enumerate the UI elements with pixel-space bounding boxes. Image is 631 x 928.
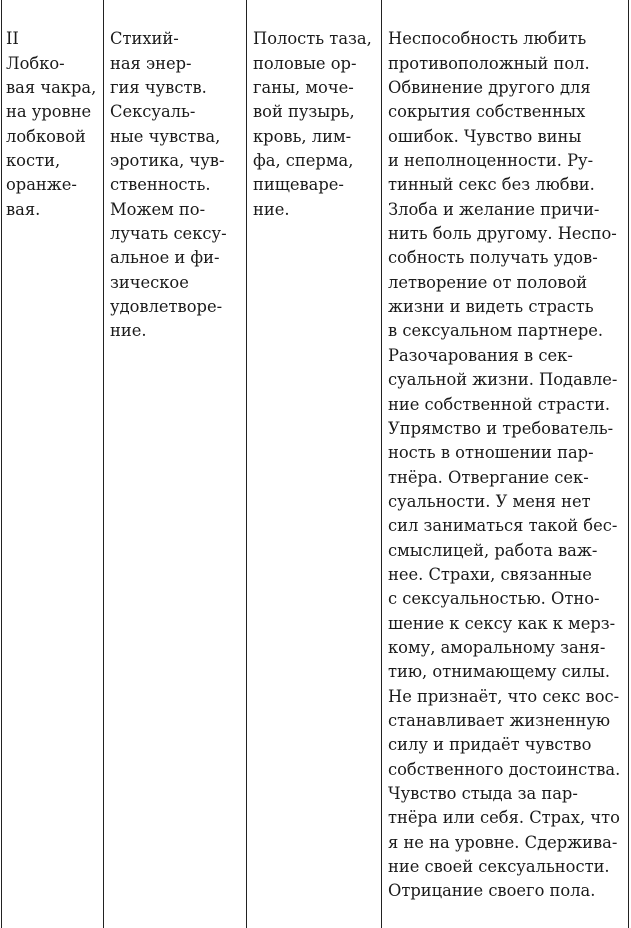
blocks-text: Неспособность любить противоположный пол. Обвинение другого для сокрытия собственных ошибок. Чувство вины и неполноценности. Ру- тинный секс без любви. Злоба и желание причи- нить боль другому. Неспо- собность получать удов- летворение от половой жизни и видеть страсть в сексуальном партнере. Разочарования в сек- суальной жизни. Подавле- ние собственной страсти. Упрямство и требователь- ность в отношении пар- тнёра. Отвергание сек- суальности. У меня нет сил заниматься такой бес- смыслицей, работа важ- нее. Страхи, связанные с сексуальностью. Отно- шение к сексу как к мерз- кому, аморальному заня- тию, отнимающему силы. Не признаёт, что секс вос- станавливает жизненную силу и придаёт чувство собственного достоинства. Чувство стыда за пар- тнёра или себя. Страх, что я не на уровне. Сдержива- ние своей сексуальности. Отрицание своего пола.: [388, 29, 621, 901]
table-row: [2, 0, 629, 928]
chakra-table: [1, 0, 629, 928]
energy-text: Стихий- ная энер- гия чувств. Сексуаль- ные чувства, эротика, чув- ственность. Можем по- лучать сексу- альное и фи- зическое удовлетворе- ние.: [110, 29, 227, 341]
chakra-text: II Лобко- вая чакра, на уровне лобковой кости, оранже- вая.: [6, 29, 97, 219]
organs-text: Полость таза, половые ор- ганы, моче- вой пузырь, кровь, лим- фа, сперма, пищеваре- ние.: [253, 29, 372, 219]
blocks-cell: [382, 0, 629, 928]
energy-cell: [104, 0, 247, 928]
chakra-cell: [2, 0, 104, 928]
organs-cell: [247, 0, 382, 928]
